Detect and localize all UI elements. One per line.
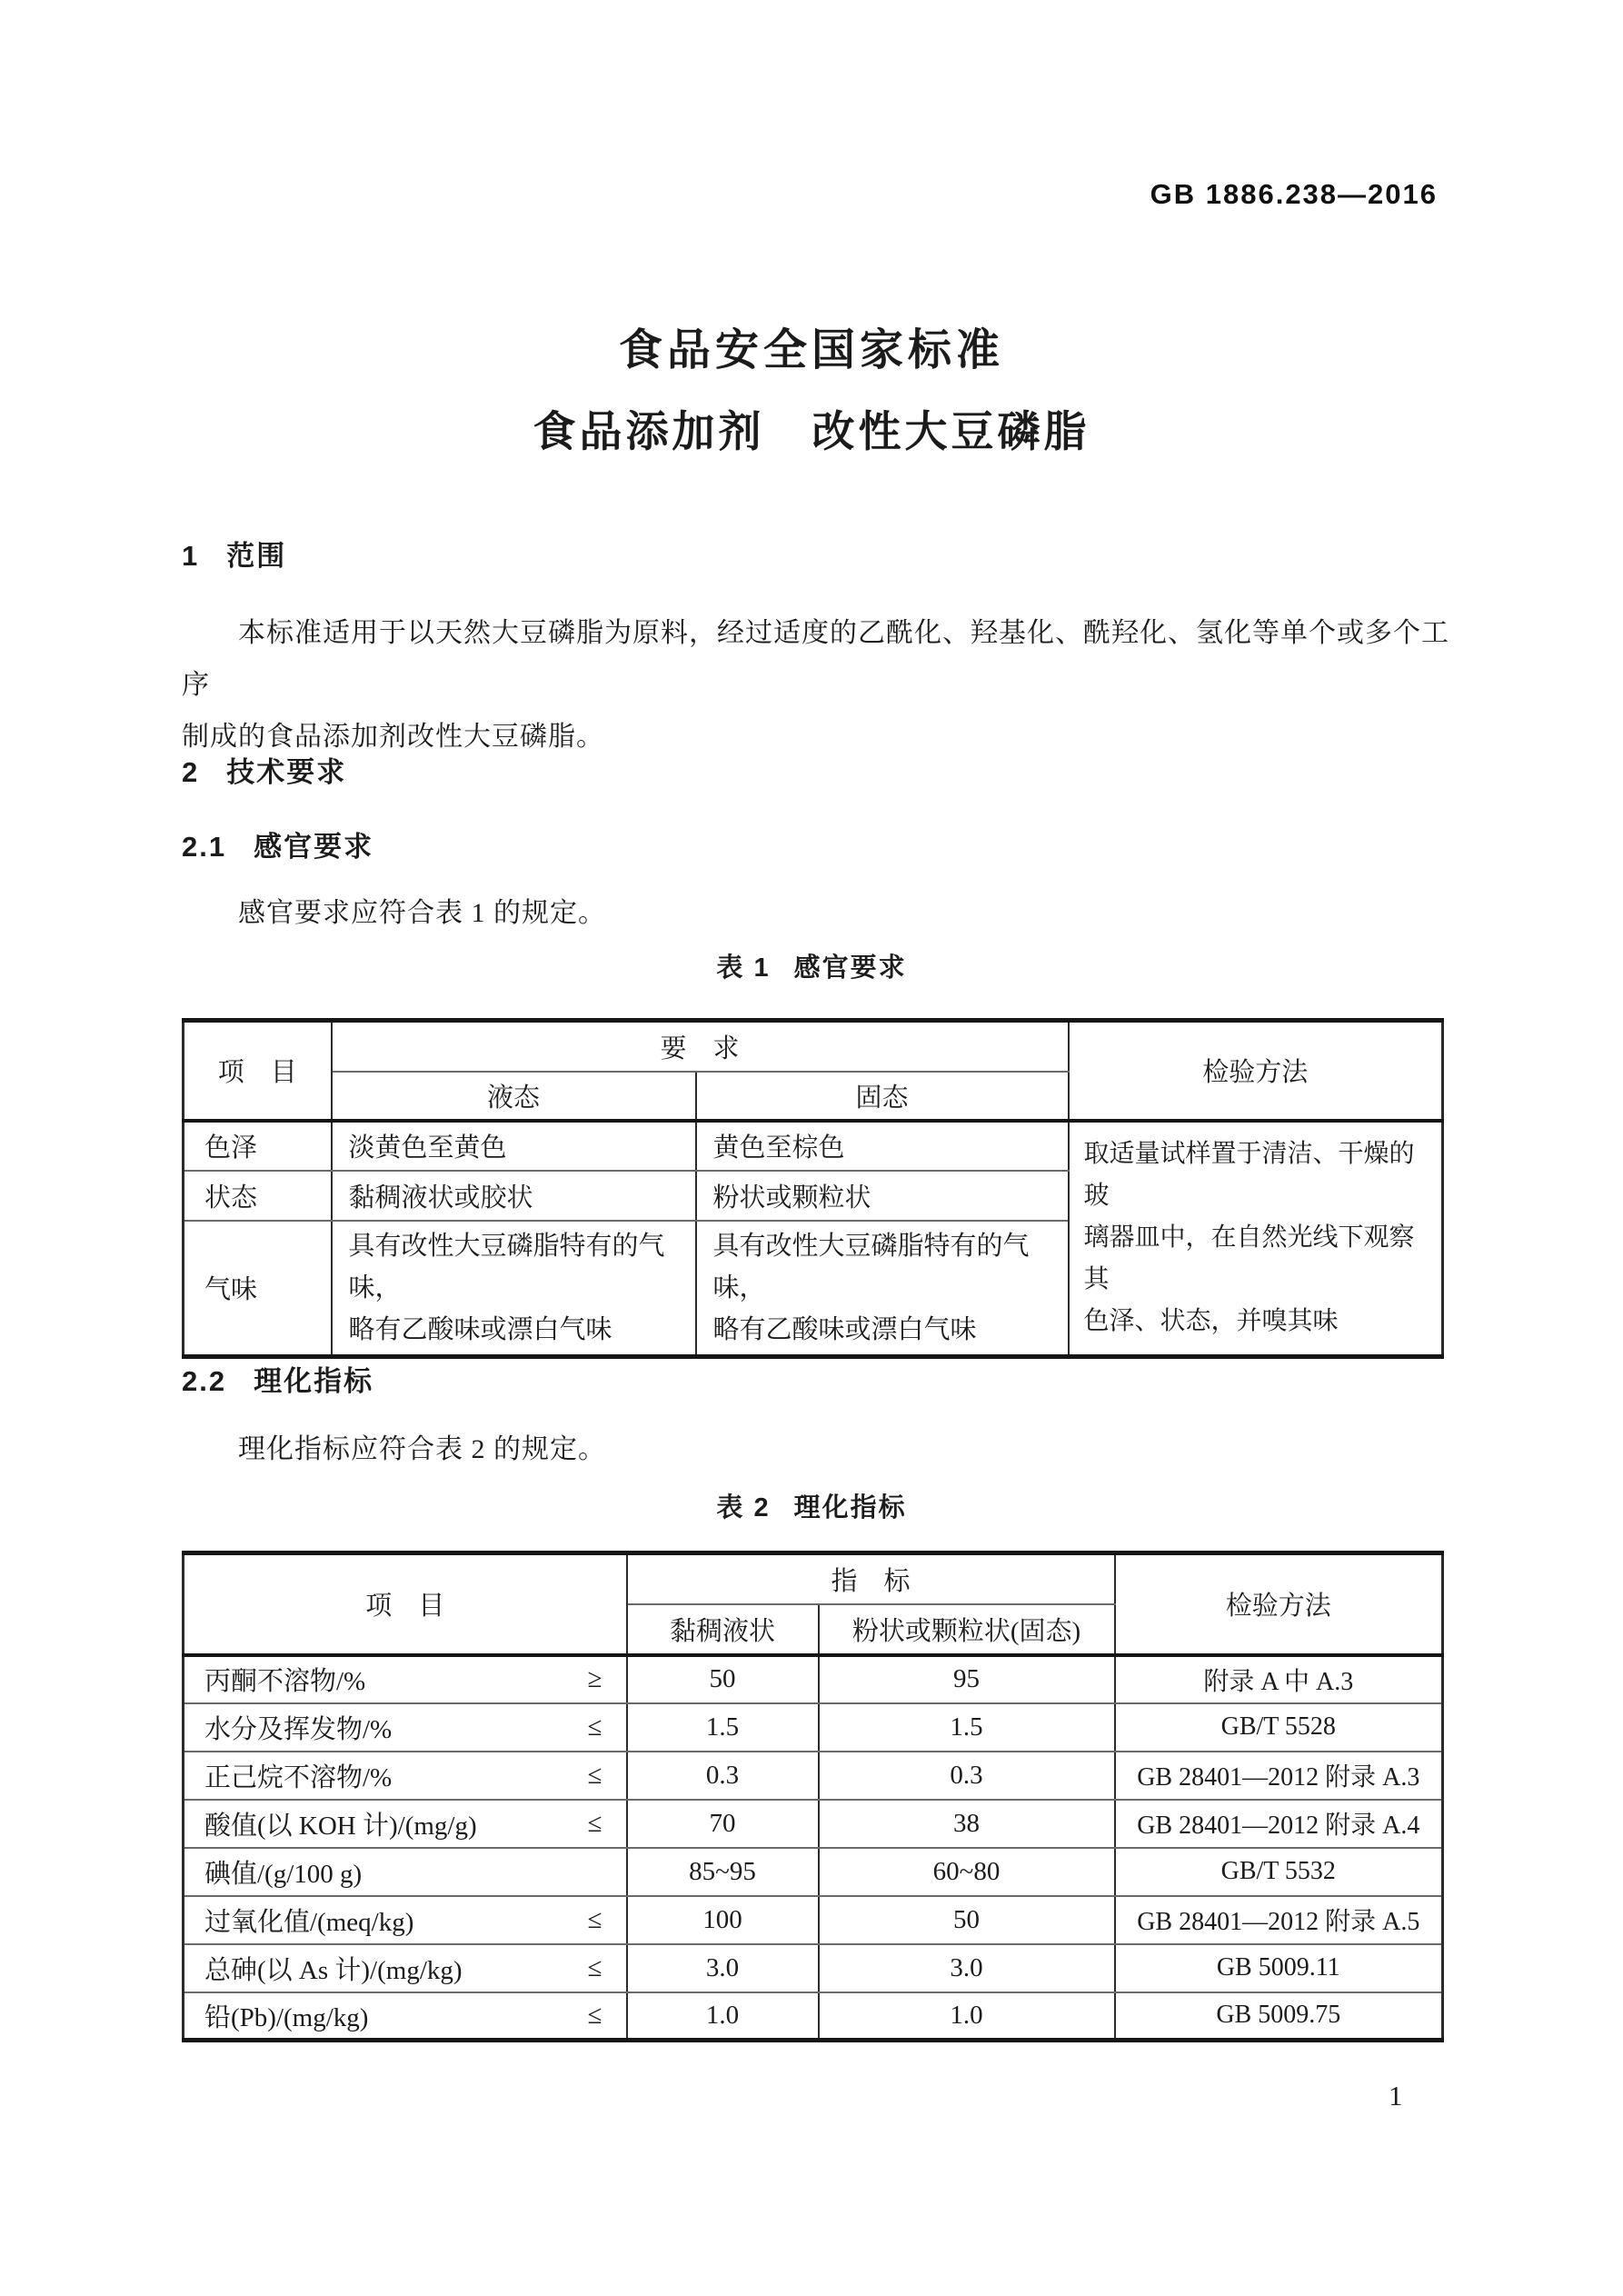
table2-method: GB 28401—2012 附录 A.3 [1115,1752,1443,1800]
table1-header-item: 项目 [184,1021,332,1121]
section-heading-scope [182,533,286,574]
page-number: 1 [1389,2080,1403,2111]
physchem-intro-paragraph: 理化指标应符合表 2 的规定。 [238,1434,606,1464]
table2-liquid-value: 50 [627,1655,819,1703]
table1-odor-liquid: 具有改性大豆磷脂特有的气味， 略有乙酸味或漂白气味 [332,1221,696,1357]
table1-header-solid: 固态 [696,1072,1069,1121]
table2-method: GB/T 5532 [1115,1848,1443,1896]
section-title: 技术要求 [226,756,347,788]
table1-caption [182,947,1441,984]
section-heading-physchem [182,1358,373,1399]
table-row [184,1703,1443,1752]
table2-solid-value: 0.3 [819,1752,1115,1800]
table1-state-solid: 粉状或颗粒状 [696,1171,1069,1221]
ge-symbol: ≥ [587,1664,602,1693]
section-heading-sensory [182,824,373,864]
table2-header-indicator: 指标 [627,1553,1115,1604]
table1-item-state: 状态 [184,1171,332,1221]
table2-liquid-value: 0.3 [627,1752,819,1800]
table2-header-method: 检验方法 [1115,1553,1443,1655]
standard-title-sub [0,398,1623,459]
section-title: 理化指标 [254,1365,374,1397]
table2-method: GB 5009.75 [1115,1992,1443,2041]
table1-item-odor: 气味 [184,1221,332,1357]
table2-solid-value: 60~80 [819,1848,1115,1896]
table-row [184,1800,1443,1848]
table1-item-color: 色泽 [184,1121,332,1171]
table2-caption-title: 理化指标 [793,1493,907,1522]
section-title: 范围 [226,540,287,572]
table-row [184,1992,1443,2041]
sensory-intro-paragraph: 感官要求应符合表 1 的规定。 [238,898,606,928]
sensory-requirements-table [182,1018,1444,1359]
table2-method: GB 5009.11 [1115,1944,1443,1992]
table2-solid-value: 95 [819,1655,1115,1703]
table2-liquid-value: 70 [627,1800,819,1848]
table1-odor-solid: 具有改性大豆磷脂特有的气味， 略有乙酸味或漂白气味 [696,1221,1069,1357]
table2-row-name: 过氧化值/(meq/kg) ≤ [184,1896,627,1944]
section-number: 2.1 [182,831,227,863]
le-symbol: ≤ [587,1712,602,1742]
table2-caption [182,1487,1441,1524]
le-symbol: ≤ [587,2000,602,2030]
standard-title-sub-part1: 食品添加剂 [533,407,765,455]
table2-caption-label: 表 2 [716,1493,771,1522]
table2-solid-value: 50 [819,1896,1115,1944]
table2-row-name: 碘值/(g/100 g) [184,1848,627,1896]
section-heading-technical-requirements [182,749,346,790]
section-number: 2 [182,756,200,788]
document-code: GB 1886.238—2016 [1150,178,1438,210]
table2-method: GB/T 5528 [1115,1703,1443,1752]
table2-header-liquid: 黏稠液状 [627,1604,819,1655]
table2-liquid-value: 85~95 [627,1848,819,1896]
table2-liquid-value: 1.0 [627,1992,819,2041]
table1-header-method: 检验方法 [1069,1021,1443,1121]
table2-solid-value: 3.0 [819,1944,1115,1992]
table1-header-requirement: 要求 [332,1021,1069,1072]
table2-header-solid: 粉状或颗粒状(固态) [819,1604,1115,1655]
table2-solid-value: 1.5 [819,1703,1115,1752]
table-row [184,1896,1443,1944]
table2-row-name: 总砷(以 As 计)/(mg/kg) ≤ [184,1944,627,1992]
table2-liquid-value: 1.5 [627,1703,819,1752]
scope-paragraph-line: 制成的食品添加剂改性大豆磷脂。 [182,722,604,752]
section-title: 感官要求 [254,831,374,863]
le-symbol: ≤ [587,1952,602,1982]
table1-header-liquid: 液态 [332,1072,696,1121]
table2-liquid-value: 3.0 [627,1944,819,1992]
table1-caption-title: 感官要求 [793,953,907,983]
table2-method: GB 28401—2012 附录 A.5 [1115,1896,1443,1944]
le-symbol: ≤ [587,1904,602,1934]
table-row [184,1752,1443,1800]
table2-header-item: 项目 [184,1553,627,1655]
table2-method: GB 28401—2012 附录 A.4 [1115,1800,1443,1848]
section-number: 1 [182,540,200,572]
le-symbol: ≤ [587,1760,602,1790]
physchem-indicators-table [182,1551,1444,2042]
table-row [184,1848,1443,1896]
table-row [184,1944,1443,1992]
table2-row-name: 铅(Pb)/(mg/kg) ≤ [184,1992,627,2041]
section-number: 2.2 [182,1365,227,1397]
scope-paragraph-line: 本标准适用于以天然大豆磷脂为原料，经过适度的乙酰化、羟基化、酰羟化、氢化等单个或多个工序 [182,618,1449,700]
table2-liquid-value: 100 [627,1896,819,1944]
standard-title-main: 食品安全国家标准 [618,326,1004,374]
table2-solid-value: 38 [819,1800,1115,1848]
table-row [184,1655,1443,1703]
table-row [184,1121,1443,1171]
table2-row-name: 水分及挥发物/% ≤ [184,1703,627,1752]
le-symbol: ≤ [587,1808,602,1838]
table1-method-cell: 取适量试样置于清洁、干燥的玻 璃器皿中，在自然光线下观察其 色泽、状态，并嗅其味 [1069,1121,1443,1357]
table2-solid-value: 1.0 [819,1992,1115,2041]
table1-caption-label: 表 1 [716,953,771,983]
table2-row-name: 丙酮不溶物/% ≥ [184,1655,627,1703]
standard-title-sub-part2: 改性大豆磷脂 [812,407,1090,455]
table1-color-liquid: 淡黄色至黄色 [332,1121,696,1171]
table1-state-liquid: 黏稠液状或胶状 [332,1171,696,1221]
table1-color-solid: 黄色至棕色 [696,1121,1069,1171]
scope-paragraph [182,607,1463,763]
table2-method: 附录 A 中 A.3 [1115,1655,1443,1703]
table2-row-name: 酸值(以 KOH 计)/(mg/g) ≤ [184,1800,627,1848]
table2-row-name: 正己烷不溶物/% ≤ [184,1752,627,1800]
